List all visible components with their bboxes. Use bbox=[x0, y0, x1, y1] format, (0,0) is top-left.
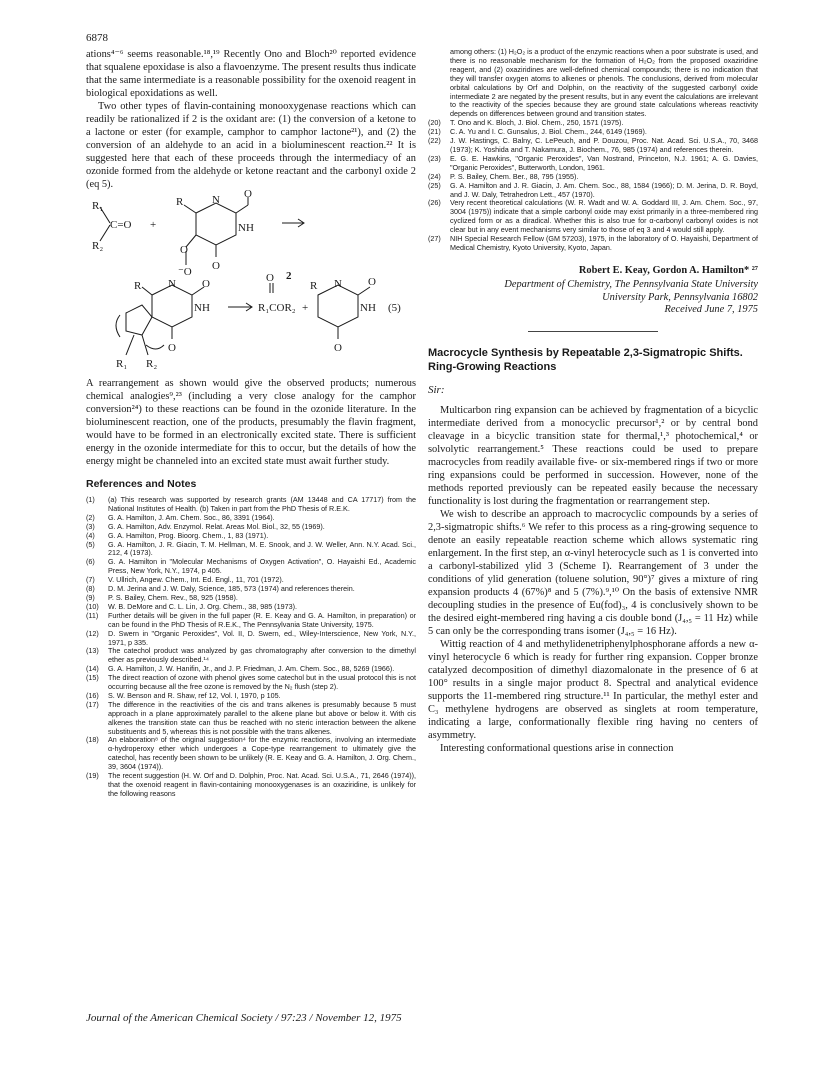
reference-text: G. A. Hamilton, J. Am. Chem. Soc., 86, 3391 (1964). bbox=[108, 512, 275, 522]
reference-item bbox=[86, 647, 416, 665]
reference-item bbox=[428, 137, 758, 155]
reference-text: C. A. Yu and I. C. Gunsalus, J. Biol. Chem., 244, 6149 (1969). bbox=[450, 127, 647, 137]
right-paragraph-3: Wittig reaction of 4 and methylidenetriphenylphosphorane affords a new α-vinyl heterocycle 6 which is ready for further ring expansion. Copper bronze catalyzed decomposition of dimethyl diazomalonate in the presence of 6 at 100° results in a single major product 8. Spectral and analytical evidence supports the 11-membered ring structure.¹¹ In particular, the methyl ester and C₃ methylene hydrogens are observed as singlets at room temperature, indicating a large, conformationally flexible ring having no centers of asymmetry. bbox=[428, 638, 758, 741]
reference-text: The difference in the reactivities of the cis and trans alkenes is presumably because 5 must approach in a plane approximately parallel to the alkene plane but above or below it. With cis alkenes the transition state can thus be reached with no steric interaction between the alkene substituents and 5, whereas this is not possible with the trans alkenes. bbox=[108, 699, 416, 736]
reference-text: G. A. Hamilton, Prog. Bioorg. Chem., 1, 83 (1971). bbox=[108, 530, 269, 540]
reference-item bbox=[428, 155, 758, 173]
scheme-r-bottom: R bbox=[134, 280, 142, 292]
scheme-o-top-3: O bbox=[180, 244, 188, 256]
left-paragraph-3: A rearrangement as shown would give the observed products; numerous chemical analogies⁹,²³ (including a very close analogy for the camphor conversion²⁴) to these reactions can be found in the ozonide literature. In the bioluminescent reaction, one of the products, presumably the flavin fragment, would have to be formed in an electronically excited state. There is sufficient energy in the ozonide intermediate for this to occur, but the details of how the energy might be channeled into an excited state must await further study. bbox=[86, 378, 416, 467]
reference-text: S. W. Benson and R. Shaw, ref 12, Vol. I, 1970, p 105. bbox=[108, 690, 281, 700]
reference-text: P. S. Bailey, Chem. Ber., 88, 795 (1955). bbox=[450, 171, 579, 181]
reference-text: The recent suggestion (H. W. Orf and D. Dolphin, Proc. Nat. Acad. Sci. U.S.A., 71, 2646 (1974)), that the oxenoid reagent in flavin-containing monooxygenases is an oxaziridine, is unlikely for the following reasons bbox=[108, 771, 416, 798]
reference-number: (5) bbox=[86, 539, 95, 549]
reference-text: D. M. Jerina and J. W. Daly, Science, 185, 573 (1974) and references therein. bbox=[108, 584, 355, 594]
reference-item bbox=[428, 199, 758, 235]
reference-number: (27) bbox=[428, 234, 441, 244]
author-line: Robert E. Keay, Gordon A. Hamilton* ²⁷ bbox=[578, 264, 758, 276]
article-title: Macrocycle Synthesis by Repeatable 2,3-Sigmatropic Shifts. Ring-Growing Reactions bbox=[428, 346, 743, 373]
reference-number: (1) bbox=[86, 495, 95, 504]
reference-text: G. A. Hamilton in "Molecular Mechanisms of Oxygen Activation", O. Hayaishi Ed., Academic Press, New York, N.Y., 1974, p 405. bbox=[108, 557, 416, 576]
left-paragraph-2: Two other types of flavin-containing monooxygenase reactions which can readily be rationalized if 2 is the oxidant are: (1) the conversion of a ketone to a lactone or ester (for example, camphor to camphor lactone²¹), and (2) the conversion of an aldehyde to an acid in a bioluminescent reaction.²² It is suggested here that each of these proceeds through the intermediacy of an ozonide formed from the aldehyde or ketone reactant and the carbonyl oxide 2 (eq 5). bbox=[86, 101, 416, 190]
reference-item bbox=[86, 701, 416, 737]
reference-text: J. W. Hastings, C. Balny, C. LePeuch, and P. Douzou, Proc. Nat. Acad. Sci. U.S.A., 70, 3468 (1973); K. Yoshida and T. Nakamura, J. Biochem., 76, 985 (1974) and references therein. bbox=[450, 136, 758, 154]
reference-text: G. A. Hamilton, J. R. Giacin, T. M. Hellman, M. E. Snook, and J. W. Weller, Ann. N.Y. Acad. Sci., 212, 4 (1973). bbox=[108, 539, 416, 558]
reference-number: (17) bbox=[86, 699, 99, 709]
scheme-r2-bottom: R₂ bbox=[146, 358, 158, 370]
references-list-right bbox=[428, 119, 758, 253]
reference-text: D. Swern in "Organic Peroxides", Vol. II, D. Swern, ed., Wiley-Interscience, New York, N.Y., 1971, p 335. bbox=[108, 628, 416, 647]
reference-number: (14) bbox=[86, 664, 99, 674]
reference-item bbox=[86, 736, 416, 772]
reference-item bbox=[428, 182, 758, 200]
reaction-scheme-eq5 bbox=[86, 188, 416, 373]
reference-text: NIH Special Research Fellow (GM 57203), 1975, in the laboratory of O. Hayaishi, Department of Medical Chemistry, Kyoto University, Kyoto, Japan. bbox=[450, 234, 758, 252]
scheme-plus-1: + bbox=[150, 219, 157, 231]
right-paragraph-2: We wish to describe an approach to macrocyclic compounds by a series of 2,3-sigmatropic shifts.⁶ We refer to this process as a ring-growing sequence to denote an easily repeatable reaction scheme which allows systematic ring enlargement. In the first step, an α-vinyl heterocycle such as 1 is converted into a carbonyl-stabilized ylid 3 (Scheme I). Rearrangement of 3 under the conditions of ylid generation (toluene solution, 90°)⁷ gives a mixture of ring expansion products 4 (67%)⁸ and 5 (7%).⁹,¹⁰ On the basis of extensive NMR decoupling studies in the presence of Eu(fod)₃, 4 is conclusively shown to be the desired eight-membered ring having a cis double bond (J₄,₅ = 11 Hz) while 5 can only be the corresponding trans isomer (J₄,₅ = 16 Hz). bbox=[428, 508, 758, 637]
reference-item bbox=[86, 772, 416, 799]
reference-number: (26) bbox=[428, 198, 441, 208]
scheme-o-minus: ⁻O bbox=[178, 266, 192, 278]
scheme-equation-number: (5) bbox=[388, 302, 401, 314]
right-column bbox=[428, 48, 758, 755]
reference-text: The direct reaction of ozone with phenol gives some catechol but in the usual protocol this is not occurring because all the free ozone is removed by the N₂ flush (step 2). bbox=[108, 673, 416, 692]
scheme-compound-label: 2 bbox=[286, 270, 292, 282]
references-list-left bbox=[86, 496, 416, 799]
reference-item bbox=[86, 541, 416, 559]
reference-number: (3) bbox=[86, 521, 95, 531]
reference-text: G. A. Hamilton, J. W. Hanifin, Jr., and J. P. Friedman, J. Am. Chem. Soc., 88, 5269 (1966). bbox=[108, 664, 395, 674]
received-date: Received June 7, 1975 bbox=[664, 303, 758, 315]
reference-number: (18) bbox=[86, 735, 99, 745]
affiliation-line-1: Department of Chemistry, The Pennsylvania State University bbox=[504, 278, 758, 290]
scheme-n-bottom: N bbox=[168, 278, 176, 290]
reference-text: E. G. E. Hawkins, "Organic Peroxides", Van Nostrand, Princeton, N.J. 1961; A. G. Davies, "Organic Peroxides", Butterworth, London, 1961. bbox=[450, 153, 758, 172]
scheme-o-ester: O bbox=[266, 272, 274, 284]
reference-text: Very recent theoretical calculations (W. R. Wadt and W. A. Goddard III, J. Am. Chem. Soc., 97, 3004 (1975)) indicate that a simple carbonyl oxide may exist primarily in a three-membered ring cyclized form or as a diradical. Whether this is also true for α-carbonyl carbonyl oxides is not clear but in any event mechanisms very similar to those of eq 3 and 4 would still apply. bbox=[450, 198, 758, 235]
scheme-o-bottom-1: O bbox=[202, 278, 210, 290]
reference-number: (15) bbox=[86, 673, 99, 683]
reference-number: (11) bbox=[86, 610, 99, 620]
section-divider bbox=[528, 331, 658, 332]
scheme-r1-bottom: R₁ bbox=[116, 358, 128, 370]
scheme-n-top: N bbox=[212, 194, 220, 206]
reference-19-continuation: among others: (1) H₂O₂ is a product of the enzymic reactions when a poor substrate is used, and there is no reasonable mechanism for the formation of H₂O₂ from the proposed oxaziridine reagent, and (2) oxaziridines are well-defined chemical compounds; there is no indication that they will transfer oxygen atoms to alkenes or phenols. The conclusions, derived from molecular orbital calculations by Orf and Dolphin, on the reactivity of the suggested carbonyl oxide intermediate 2 are negated by the present results, but in any event the calculations are irrelevant to the reactivity of the species because they are ground state calculations whereas reactivity depends on differences between ground and transition states. bbox=[450, 47, 758, 119]
reference-number: (22) bbox=[428, 136, 441, 146]
reference-item bbox=[86, 558, 416, 576]
scheme-nh-top: NH bbox=[238, 222, 254, 234]
reference-item bbox=[428, 235, 758, 253]
affiliation-line-2: University Park, Pennsylvania 16802 bbox=[602, 291, 758, 303]
reference-number: (21) bbox=[428, 127, 441, 137]
reference-number: (9) bbox=[86, 592, 95, 602]
scheme-o-bottom-2: O bbox=[168, 342, 176, 354]
scheme-carbonyl: C=O bbox=[110, 219, 132, 231]
reference-number: (6) bbox=[86, 557, 95, 567]
reference-text: V. Ullrich, Angew. Chem., Int. Ed. Engl., 11, 701 (1972). bbox=[108, 575, 284, 585]
reference-item bbox=[86, 674, 416, 692]
scheme-r1-top: R₁ bbox=[92, 200, 104, 212]
reference-number: (24) bbox=[428, 171, 441, 181]
reference-number: (2) bbox=[86, 512, 95, 522]
reference-number: (12) bbox=[86, 628, 99, 638]
reference-number: (7) bbox=[86, 575, 95, 585]
left-paragraph-1: ations⁴⁻⁶ seems reasonable.¹⁸,¹⁹ Recently Ono and Bloch²⁰ reported evidence that squalene epoxidase is also a flavoenzyme. The present results thus indicate that the same intermediate is a reasonable possibility for the oxenoid reagent in biological epoxidations as well. bbox=[86, 49, 416, 99]
scheme-r-product: R bbox=[310, 280, 318, 292]
left-column bbox=[86, 48, 416, 799]
reference-text: An elaboration⁸ of the original suggestion⁴ for the enzymic reactions, involving an intermediate α-hydroperoxy ether which undergoes a Cope-type rearrangement to ultimately give the catechol, has recently been shown to be unlikely (R. E. Keay and G. A. Hamilton, J. Org. Chem., 39, 3604 (1974)). bbox=[108, 735, 416, 772]
reference-text: (a) This research was supported by research grants (AM 13448 and CA 17717) from the National Institutes of Health. (b) Taken in part from the PhD Thesis of R.E.K. bbox=[108, 495, 416, 513]
reference-item bbox=[86, 496, 416, 514]
reference-number: (23) bbox=[428, 153, 441, 163]
reference-number: (13) bbox=[86, 646, 99, 656]
scheme-nh-bottom: NH bbox=[194, 302, 210, 314]
right-paragraph-1: Multicarbon ring expansion can be achieved by fragmentation of a bicyclic intermediate derived from a monocyclic precursor¹,² or by central bond cleavage in a bicyclic transition state for thermal,¹,³ photochemical,⁴ or solvolytic rearrangement.⁵ These reactions could be used to prepare macrocycles from readily available five- or six-membered rings if two or more ring expansions could be performed in succession. However, none of the methods reported previously can be repeated easily because the necessary functionality is lost during the fragmentation or rearrangement step. bbox=[428, 404, 758, 507]
reference-text: Further details will be given in the full paper (R. E. Keay and G. A. Hamilton, in preparation) or can be found in the PhD Thesis of R.E.K., The Pennsylvania State University, 1975. bbox=[108, 610, 416, 629]
scheme-r-top: R bbox=[176, 196, 184, 208]
reference-text: W. B. DeMore and C. L. Lin, J. Org. Chem., 38, 985 (1973). bbox=[108, 601, 297, 611]
reference-number: (25) bbox=[428, 180, 441, 190]
scheme-plus-2: + bbox=[302, 302, 309, 314]
scheme-n-product: N bbox=[334, 278, 342, 290]
salutation: Sir: bbox=[428, 383, 445, 396]
scheme-o-product-2: O bbox=[334, 342, 342, 354]
reference-text: T. Ono and K. Bloch, J. Biol. Chem., 250, 1571 (1975). bbox=[450, 118, 624, 128]
reference-number: (10) bbox=[86, 601, 99, 611]
reference-text: G. A. Hamilton and J. R. Giacin, J. Am. Chem. Soc., 88, 1584 (1966); D. M. Jerina, D. R. Boyd, and J. W. Daly, Tetrahedron Lett., 457 (1970). bbox=[450, 180, 758, 199]
scheme-r2-top: R₂ bbox=[92, 240, 104, 252]
scheme-nh-product: NH bbox=[360, 302, 376, 314]
references-heading: References and Notes bbox=[86, 478, 197, 490]
right-paragraph-4: Interesting conformational questions arise in connection bbox=[440, 742, 674, 754]
page-number: 6878 bbox=[86, 32, 108, 44]
scheme-product-ester: R₁COR₂ bbox=[258, 302, 296, 314]
reference-text: P. S. Bailey, Chem. Rev., 58, 925 (1958). bbox=[108, 592, 238, 602]
reference-text: The catechol product was analyzed by gas chromatography after conversion to the dimethyl ether as previously described.¹⁴ bbox=[108, 646, 416, 665]
reference-text: G. A. Hamilton, Adv. Enzymol. Relat. Areas Mol. Biol., 32, 55 (1969). bbox=[108, 521, 325, 531]
scheme-o-product-1: O bbox=[368, 276, 376, 288]
reference-number: (4) bbox=[86, 530, 95, 540]
reference-number: (20) bbox=[428, 118, 441, 128]
reference-item bbox=[86, 612, 416, 630]
reference-number: (16) bbox=[86, 690, 99, 700]
scheme-o-top-2: O bbox=[212, 260, 220, 272]
journal-footer: Journal of the American Chemical Society / 97:23 / November 12, 1975 bbox=[86, 1012, 402, 1024]
reference-number: (19) bbox=[86, 771, 99, 781]
scheme-o-top-1: O bbox=[244, 188, 252, 200]
reference-item bbox=[86, 630, 416, 648]
reference-number: (8) bbox=[86, 584, 95, 594]
